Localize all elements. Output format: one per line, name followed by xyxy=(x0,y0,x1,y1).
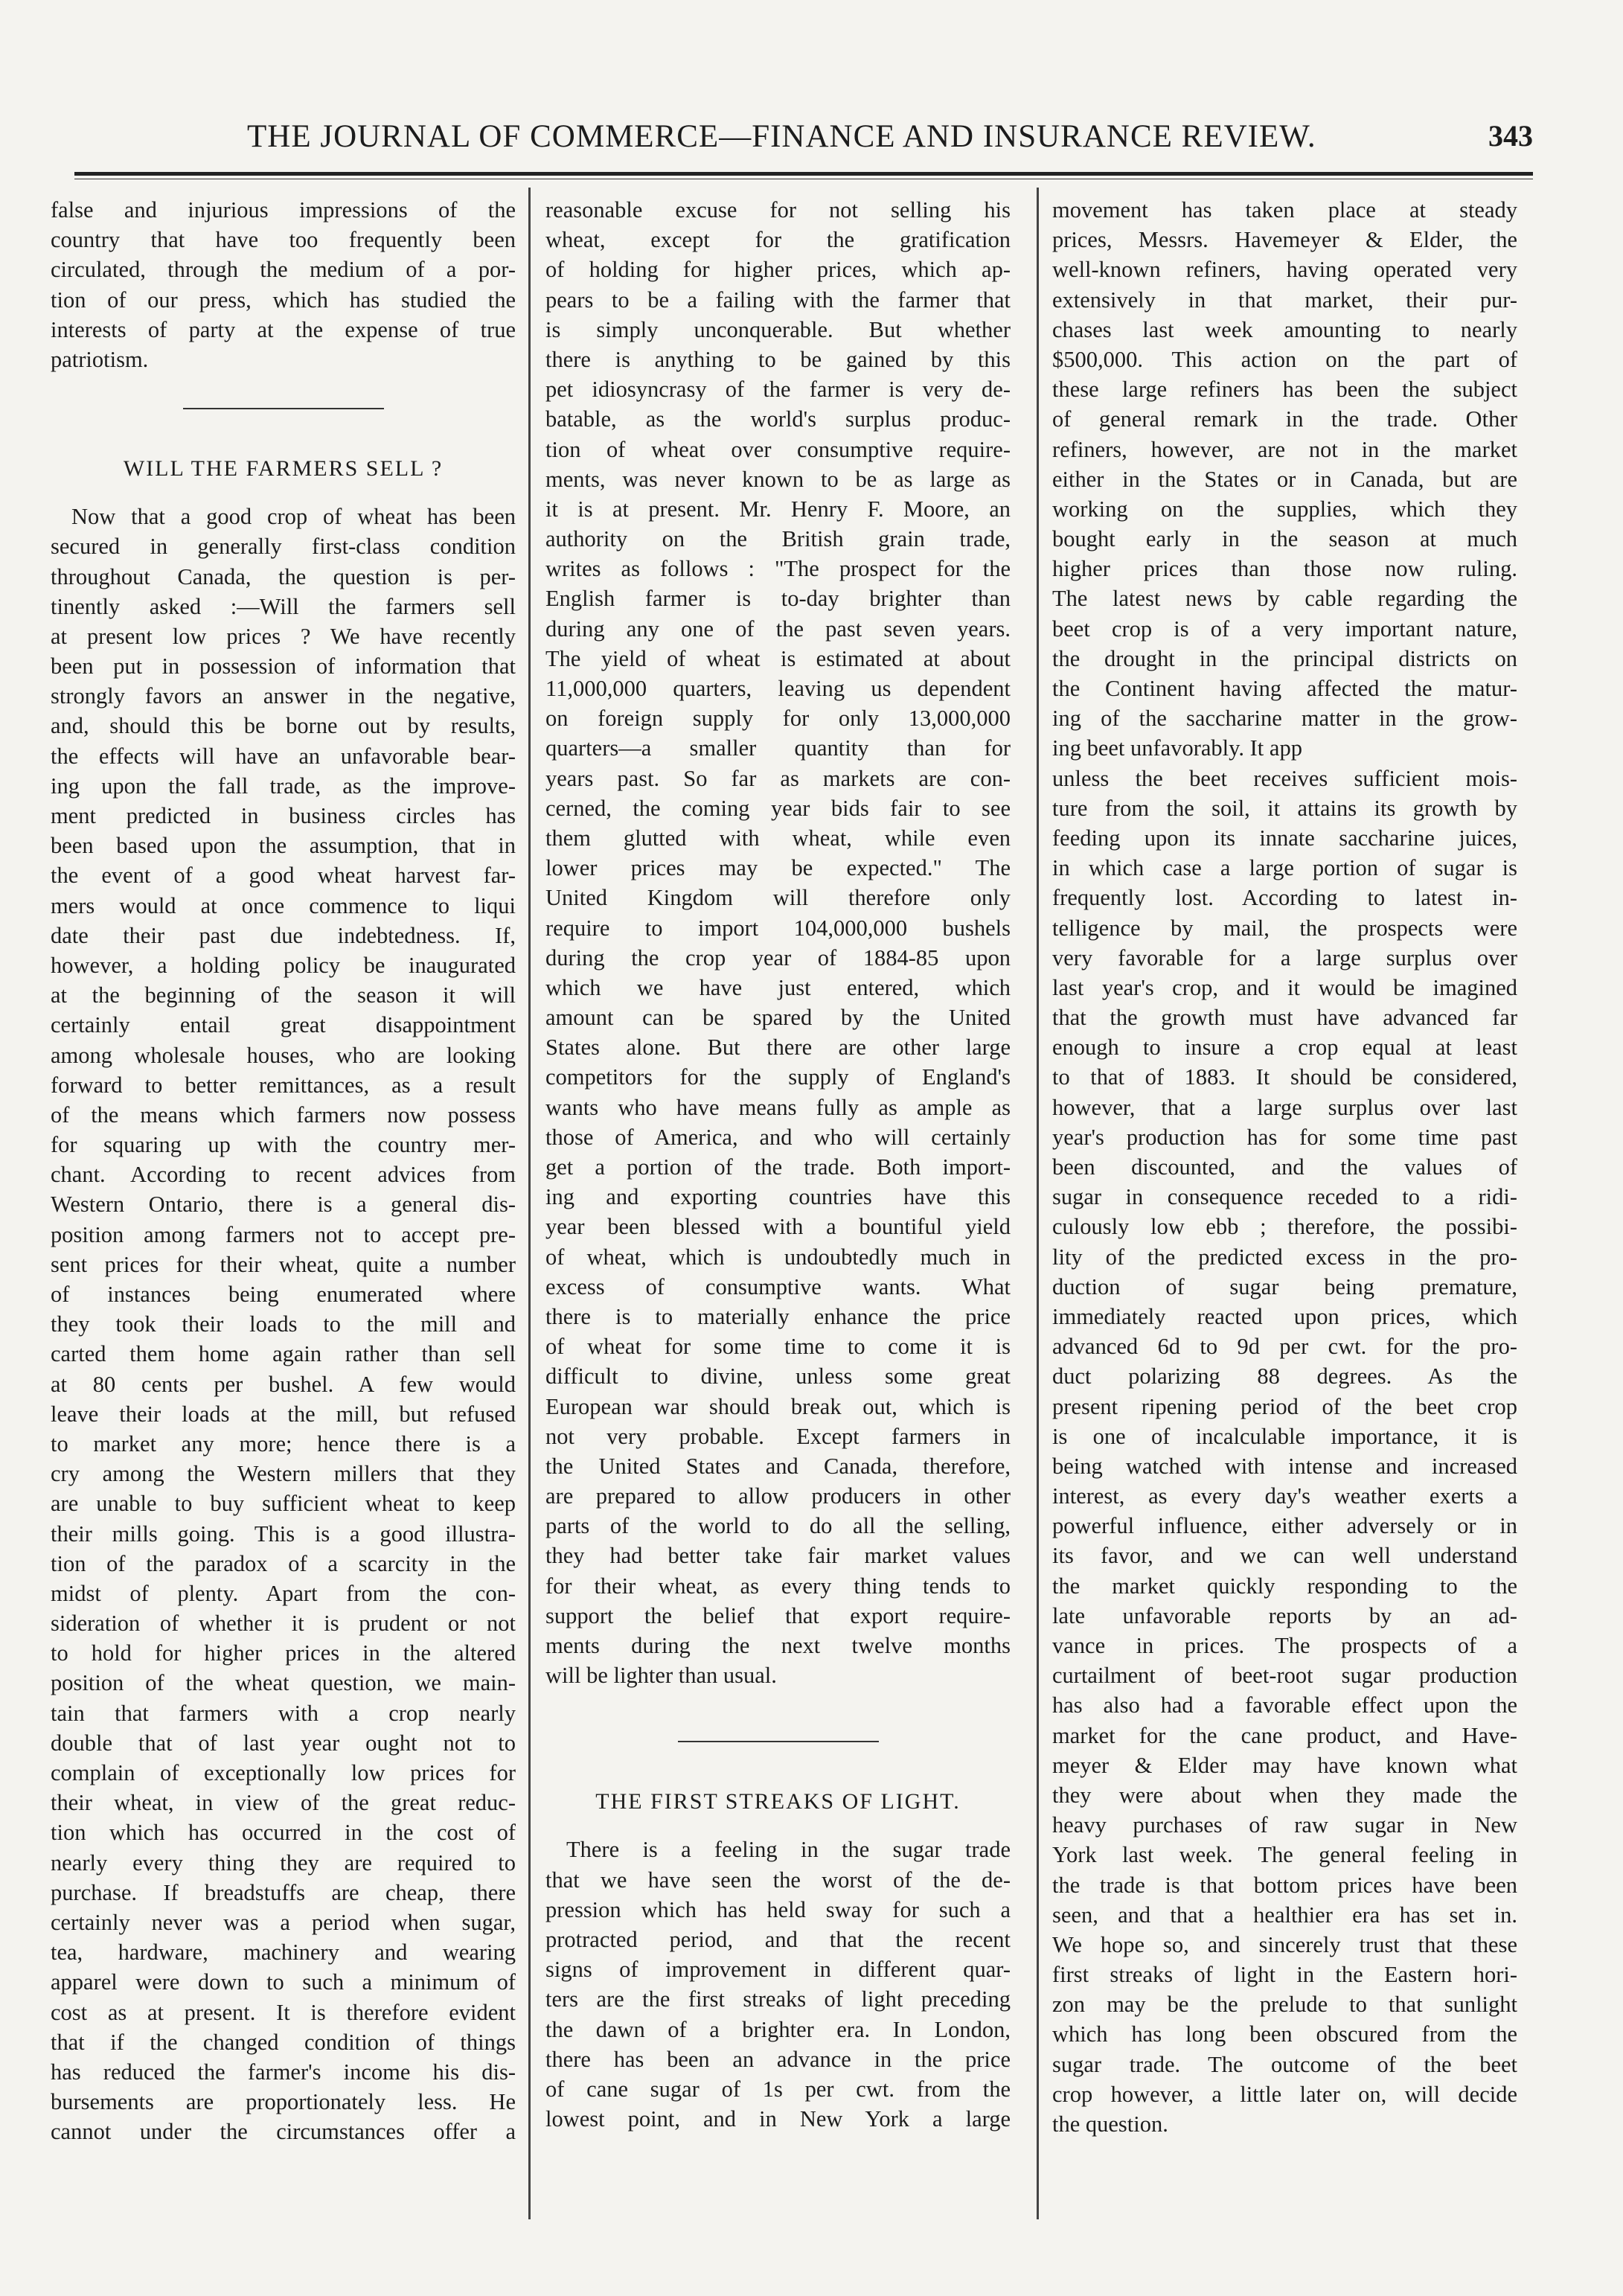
text-line: 11,000,000 quarters, leaving us dependent xyxy=(545,676,1011,701)
text-line: mers would at once commence to liqui xyxy=(51,892,516,918)
text-line: tinently asked :—Will the farmers sell xyxy=(51,593,516,619)
column-1-article-body xyxy=(51,502,516,2146)
text-line: sideration of whether it is prudent or not xyxy=(51,1611,516,1637)
text-line: that we have seen the worst of the de- xyxy=(545,1867,1011,1893)
text-line: States alone. But there are other large xyxy=(545,1035,1011,1061)
text-line: We hope so, and sincerely trust that these xyxy=(1052,1931,1517,1957)
text-line: quarters—a smaller quantity than for xyxy=(545,735,1011,761)
text-line: has reduced the farmer's income his dis- xyxy=(51,2059,516,2085)
text-line: of holding for higher prices, which ap- xyxy=(545,257,1011,283)
text-line: the dawn of a brighter era. In London, xyxy=(545,2016,1011,2042)
text-line: it is at present. Mr. Henry F. Moore, an xyxy=(545,496,1011,522)
column-2-second-article-body xyxy=(545,1835,1011,2134)
text-line: of wheat for some time to come it is xyxy=(545,1334,1011,1360)
text-line: vance in prices. The prospects of a xyxy=(1052,1633,1517,1658)
text-line: been based upon the assumption, that in xyxy=(51,833,516,859)
text-line: which has long been obscured from the xyxy=(1052,2021,1517,2047)
text-line: midst of plenty. Apart from the con- xyxy=(51,1580,516,1606)
text-line: competitors for the supply of England's xyxy=(545,1064,1011,1090)
text-line: to hold for higher prices in the altered xyxy=(51,1640,516,1666)
text-line: are unable to buy sufficient wheat to keep xyxy=(51,1491,516,1517)
text-line: tain that farmers with a crop nearly xyxy=(51,1700,516,1726)
text-line: extensively in that market, their pur- xyxy=(1052,287,1517,313)
text-line: they took their loads to the mill and xyxy=(51,1311,516,1337)
text-line: zon may be the prelude to that sunlight xyxy=(1052,1992,1517,2018)
text-line: refiners, however, are not in the market xyxy=(1052,436,1517,462)
text-line: first streaks of light in the Eastern hori- xyxy=(1052,1962,1517,1988)
text-line: there is anything to be gained by this xyxy=(545,346,1011,372)
text-line: sugar trade. The outcome of the beet xyxy=(1052,2051,1517,2077)
text-line: wheat, except for the gratification xyxy=(545,227,1011,253)
text-line: forward to better remittances, as a result xyxy=(51,1072,516,1098)
text-line: chant. According to recent advices from xyxy=(51,1162,516,1188)
page-header xyxy=(74,108,1533,167)
text-line: the drought in the principal districts on xyxy=(1052,645,1517,671)
text-line: cry among the Western millers that they xyxy=(51,1461,516,1487)
text-line: ing upon the fall trade, as the improve- xyxy=(51,773,516,799)
text-line: for their wheat, as every thing tends to xyxy=(545,1573,1011,1599)
text-line: advanced 6d to 9d per cwt. for the pro- xyxy=(1052,1334,1517,1360)
text-line: ing of the saccharine matter in the grow- xyxy=(1052,706,1517,732)
text-line: year been blessed with a bountiful yield xyxy=(545,1214,1011,1240)
text-line: however, a holding policy be inaugurated xyxy=(51,952,516,978)
text-line: there has been an advance in the price xyxy=(545,2046,1011,2072)
text-line: well-known refiners, having operated very xyxy=(1052,257,1517,283)
column-1-intro xyxy=(51,195,516,374)
text-line: very favorable for a large surplus over xyxy=(1052,944,1517,970)
text-line: difficult to divine, unless some great xyxy=(545,1363,1011,1390)
text-line: the trade is that bottom prices have been xyxy=(1052,1872,1517,1898)
text-line: get a portion of the trade. Both import- xyxy=(545,1154,1011,1180)
text-line: present ripening period of the beet crop xyxy=(1052,1393,1517,1419)
text-line: ters are the first streaks of light preceding xyxy=(545,1986,1011,2012)
text-line: are prepared to allow producers in other xyxy=(545,1483,1011,1509)
text-line: year's production has for some time past xyxy=(1052,1124,1517,1150)
text-line: seen, and that a healthier era has set in. xyxy=(1052,1902,1517,1928)
text-line: bought early in the season at much xyxy=(1052,526,1517,552)
text-line: curtailment of beet-root sugar production xyxy=(1052,1663,1517,1689)
text-line: circulated, through the medium of a por- xyxy=(51,257,516,283)
text-line: meyer & Elder may have known what xyxy=(1052,1752,1517,1778)
text-line: ments, was never known to be as large as xyxy=(545,466,1011,492)
text-line: bursements are proportionately less. He xyxy=(51,2089,516,2115)
text-line: cannot under the circumstances offer a xyxy=(51,2119,516,2145)
text-line: chases last week amounting to nearly xyxy=(1052,316,1517,342)
journal-title: THE JOURNAL OF COMMERCE—FINANCE AND INSURANCE REVIEW. xyxy=(247,119,1316,154)
text-line: the question. xyxy=(1052,2111,1168,2137)
text-line: certainly entail great disappointment xyxy=(51,1012,516,1038)
text-line: pression which has held sway for such a xyxy=(545,1896,1011,1922)
text-line: at the beginning of the season it will xyxy=(51,982,516,1008)
column-2 xyxy=(545,195,1011,2134)
text-line: English farmer is to-day brighter than xyxy=(545,586,1011,612)
text-line: on foreign supply for only 13,000,000 xyxy=(545,706,1011,732)
text-line: years past. So far as markets are con- xyxy=(545,765,1011,791)
text-line: double that of last year ought not to xyxy=(51,1730,516,1756)
text-line: of wheat, which is undoubtedly much in xyxy=(545,1244,1011,1270)
text-line: in which case a large portion of sugar is xyxy=(1052,855,1517,881)
text-line: tea, hardware, machinery and wearing xyxy=(51,1940,516,1966)
text-line: lowest point, and in New York a large xyxy=(545,2106,1011,2132)
text-line: their wheat, in view of the great reduc- xyxy=(51,1790,516,1816)
column-3-article-body xyxy=(1052,195,1517,2139)
text-line: amount can be spared by the United xyxy=(545,1005,1011,1031)
text-line: United Kingdom will therefore only xyxy=(545,885,1011,911)
text-line: York last week. The general feeling in xyxy=(1052,1842,1517,1868)
text-line: these large refiners has been the subject xyxy=(1052,377,1517,403)
text-line: wants who have means fully as ample as xyxy=(545,1094,1011,1120)
text-line: late unfavorable reports by an ad- xyxy=(1052,1602,1517,1628)
column-2-article-body xyxy=(545,195,1011,1690)
text-line: that if the changed condition of things xyxy=(51,2029,516,2055)
text-line: leave their loads at the mill, but refused xyxy=(51,1401,516,1427)
text-line: complain of exceptionally low prices for xyxy=(51,1760,516,1785)
text-line: for squaring up with the country mer- xyxy=(51,1132,516,1158)
text-line: that the growth must have advanced far xyxy=(1052,1005,1517,1031)
text-line: carted them home again rather than sell xyxy=(51,1341,516,1367)
text-line: throughout Canada, the question is per- xyxy=(51,563,516,589)
text-line: cerned, the coming year bids fair to see xyxy=(545,795,1011,821)
header-rule xyxy=(74,172,1533,176)
text-line: support the belief that export require- xyxy=(545,1602,1011,1628)
text-line: crop however, a little later on, will decide xyxy=(1052,2081,1517,2107)
column-divider-2 xyxy=(1037,188,1039,2219)
text-line: feeding upon its innate saccharine juices, xyxy=(1052,825,1517,851)
text-line: sugar in consequence receded to a ridi- xyxy=(1052,1184,1517,1210)
text-line: certainly never was a period when sugar, xyxy=(51,1909,516,1935)
text-line: will be lighter than usual. xyxy=(545,1663,777,1689)
text-line: is simply unconquerable. But whether xyxy=(545,316,1011,342)
section-separator xyxy=(678,1741,879,1742)
text-line: the Continent having affected the matur- xyxy=(1052,676,1517,701)
text-line: at present low prices ? We have recently xyxy=(51,623,516,649)
text-line: The yield of wheat is estimated at about xyxy=(545,645,1011,671)
text-line: the market quickly responding to the xyxy=(1052,1573,1517,1599)
text-line: tion which has occurred in the cost of xyxy=(51,1820,516,1846)
text-line: been put in possession of information that xyxy=(51,653,516,679)
text-line: unless the beet receives sufficient mois- xyxy=(1052,765,1517,791)
column-1 xyxy=(51,195,516,2146)
text-line: which we have just entered, which xyxy=(545,974,1011,1000)
text-line: movement has taken place at steady xyxy=(1052,197,1517,223)
column-divider-1 xyxy=(528,188,531,2219)
text-line: false and injurious impressions of the xyxy=(51,197,516,223)
text-line: heavy purchases of raw sugar in New xyxy=(1052,1812,1517,1838)
text-line: of instances being enumerated where xyxy=(51,1282,516,1307)
text-line: telligence by mail, the prospects were xyxy=(1052,915,1517,941)
text-line: ing beet unfavorably. It app xyxy=(1052,735,1302,761)
text-line: parts of the world to do all the selling, xyxy=(545,1513,1011,1539)
column-3 xyxy=(1052,195,1517,2139)
text-line: duction of sugar being premature, xyxy=(1052,1273,1517,1299)
text-line: either in the States or in Canada, but are xyxy=(1052,466,1517,492)
text-line: the event of a good wheat harvest far- xyxy=(51,863,516,889)
text-line: country that have too frequently been xyxy=(51,227,516,253)
text-line: they were about when they made the xyxy=(1052,1782,1517,1808)
text-line: tion of the paradox of a scarcity in the xyxy=(51,1550,516,1576)
text-line: among wholesale houses, who are looking xyxy=(51,1042,516,1068)
text-line: prices, Messrs. Havemeyer & Elder, the xyxy=(1052,227,1517,253)
text-line: strongly favors an answer in the negative, xyxy=(51,683,516,709)
text-line: has also had a favorable effect upon the xyxy=(1052,1692,1517,1718)
text-line: ment predicted in business circles has xyxy=(51,803,516,828)
text-line: duct polarizing 88 degrees. As the xyxy=(1052,1363,1517,1390)
text-line: ing and exporting countries have this xyxy=(545,1184,1011,1210)
text-line: not very probable. Except farmers in xyxy=(545,1423,1011,1449)
text-line: of cane sugar of 1s per cwt. from the xyxy=(545,2076,1011,2102)
text-line: protracted period, and that the recent xyxy=(545,1926,1011,1952)
text-line: pears to be a failing with the farmer that xyxy=(545,287,1011,313)
text-line: they had better take fair market values xyxy=(545,1543,1011,1569)
text-line: patriotism. xyxy=(51,346,149,372)
text-line: to that of 1883. It should be considered, xyxy=(1052,1064,1517,1090)
text-line: position among farmers not to accept pre- xyxy=(51,1221,516,1247)
text-line: ture from the soil, it attains its growth by xyxy=(1052,795,1517,821)
text-line: position of the wheat question, we main- xyxy=(51,1670,516,1696)
text-line: to market any more; hence there is a xyxy=(51,1430,516,1456)
text-line: and, should this be borne out by results, xyxy=(51,713,516,739)
text-line: those of America, and who will certainly xyxy=(545,1124,1011,1150)
text-line: reasonable excuse for not selling his xyxy=(545,197,1011,223)
text-line: lity of the predicted excess in the pro- xyxy=(1052,1244,1517,1270)
text-line: is one of incalculable importance, it is xyxy=(1052,1423,1517,1449)
text-line: date their past due indebtedness. If, xyxy=(51,922,516,948)
text-line: The latest news by cable regarding the xyxy=(1052,586,1517,612)
text-line: the effects will have an unfavorable bear- xyxy=(51,743,516,769)
text-line: their mills going. This is a good illustra- xyxy=(51,1520,516,1547)
text-line: ments during the next twelve months xyxy=(545,1633,1011,1658)
text-line: being watched with intense and increased xyxy=(1052,1453,1517,1479)
text-line: Western Ontario, there is a general dis- xyxy=(51,1192,516,1218)
text-line: during the crop year of 1884-85 upon xyxy=(545,944,1011,970)
text-line: purchase. If breadstuffs are cheap, there xyxy=(51,1879,516,1905)
text-line: writes as follows : "The prospect for the xyxy=(545,556,1011,582)
text-line: $500,000. This action on the part of xyxy=(1052,346,1517,372)
text-line: cost as at present. It is therefore evident xyxy=(51,1999,516,2025)
text-line: however, that a large surplus over last xyxy=(1052,1094,1517,1120)
text-line: Now that a good crop of wheat has been xyxy=(71,504,516,530)
text-line: culously low ebb ; therefore, the possibi- xyxy=(1052,1214,1517,1240)
text-line: batable, as the world's surplus produc- xyxy=(545,406,1011,432)
text-line: pet idiosyncrasy of the farmer is very de- xyxy=(545,377,1011,403)
text-line: last year's crop, and it would be imagined xyxy=(1052,974,1517,1000)
text-line: require to import 104,000,000 bushels xyxy=(545,915,1011,941)
text-line: at 80 cents per bushel. A few would xyxy=(51,1371,516,1397)
text-line: market for the cane product, and Have- xyxy=(1052,1722,1517,1748)
text-line: European war should break out, which is xyxy=(545,1393,1011,1419)
text-line: sent prices for their wheat, quite a number xyxy=(51,1251,516,1277)
text-line: its favor, and we can well understand xyxy=(1052,1543,1517,1569)
text-line: There is a feeling in the sugar trade xyxy=(566,1837,1011,1863)
article-heading-will-the-farmers-sell: WILL THE FARMERS SELL ? xyxy=(123,456,444,482)
text-line: powerful influence, either adversely or in xyxy=(1052,1513,1517,1539)
text-line: higher prices than those now ruling. xyxy=(1052,556,1517,582)
text-line: of general remark in the trade. Other xyxy=(1052,406,1517,432)
text-line: of the means which farmers now possess xyxy=(51,1101,516,1128)
text-line: working on the supplies, which they xyxy=(1052,496,1517,522)
text-line: tion of wheat over consumptive require- xyxy=(545,436,1011,462)
text-line: signs of improvement in different quar- xyxy=(545,1957,1011,1983)
article-heading-first-streaks-of-light: THE FIRST STREAKS OF LIGHT. xyxy=(595,1789,961,1814)
text-line: lower prices may be expected." The xyxy=(545,855,1011,881)
text-line: the United States and Canada, therefore, xyxy=(545,1453,1011,1479)
text-line: apparel were down to such a minimum of xyxy=(51,1969,516,1995)
text-line: authority on the British grain trade, xyxy=(545,526,1011,552)
text-line: them glutted with wheat, while even xyxy=(545,825,1011,851)
text-line: interest, as every day's weather exerts a xyxy=(1052,1483,1517,1509)
text-line: nearly every thing they are required to xyxy=(51,1849,516,1876)
text-line: enough to insure a crop equal at least xyxy=(1052,1035,1517,1061)
text-line: frequently lost. According to latest in- xyxy=(1052,885,1517,911)
text-line: tion of our press, which has studied the xyxy=(51,287,516,313)
text-line: secured in generally first-class condition xyxy=(51,534,516,560)
text-line: immediately reacted upon prices, which xyxy=(1052,1303,1517,1329)
page-number: 343 xyxy=(1488,119,1533,153)
text-line: beet crop is of a very important nature, xyxy=(1052,615,1517,642)
section-separator xyxy=(183,408,384,409)
text-line: been discounted, and the values of xyxy=(1052,1154,1517,1180)
text-line: during any one of the past seven years. xyxy=(545,615,1011,642)
text-line: excess of consumptive wants. What xyxy=(545,1273,1011,1299)
text-line: interests of party at the expense of true xyxy=(51,316,516,342)
text-line: there is to materially enhance the price xyxy=(545,1303,1011,1329)
